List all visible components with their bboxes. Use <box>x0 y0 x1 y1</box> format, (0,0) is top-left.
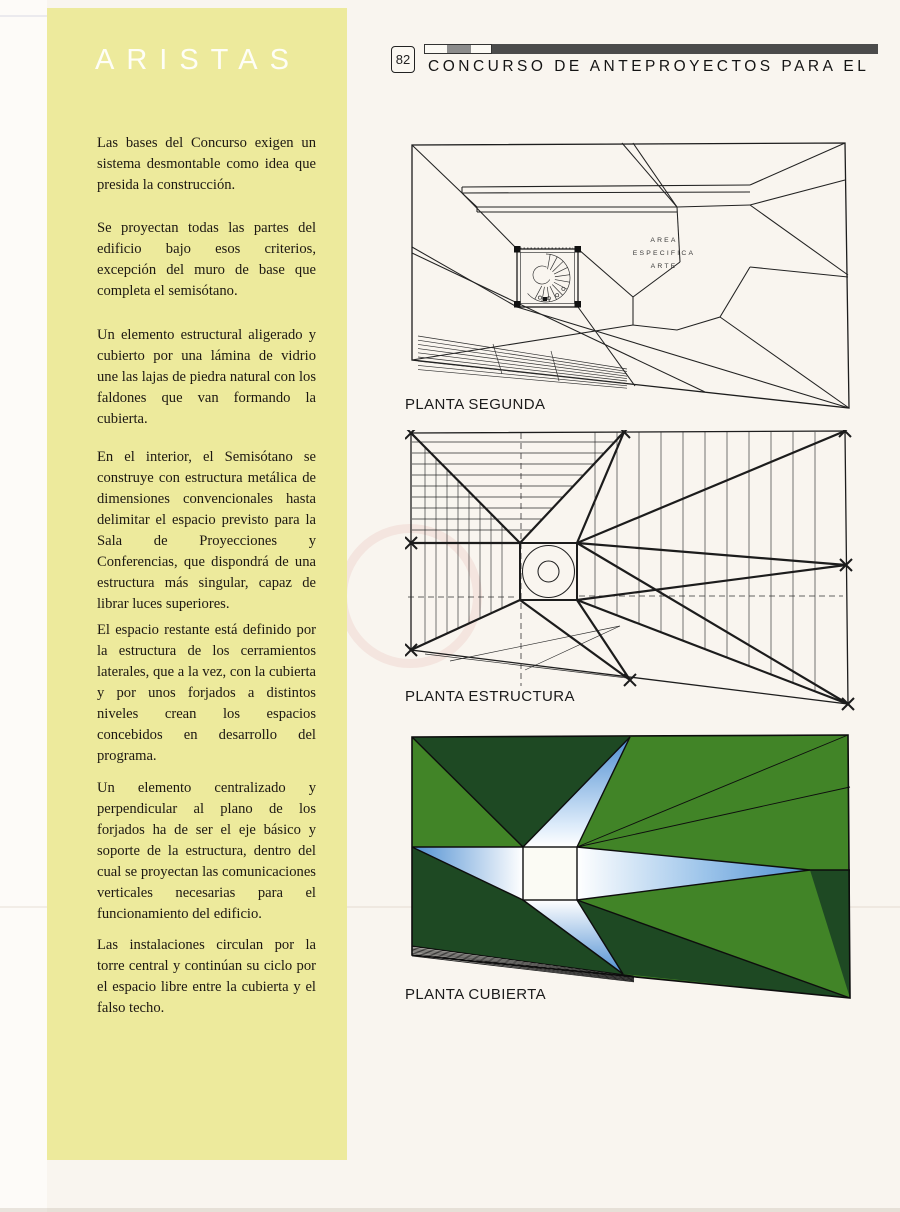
central-core <box>520 543 577 600</box>
masthead-title: ARISTAS <box>95 44 301 76</box>
article-paragraph: Un elemento estructural aligerado y cubierto por una lámina de vidrio une las lajas de piedra natural con los faldones que van formando la cubierta. <box>97 327 316 427</box>
page-left-margin <box>0 0 47 1212</box>
page-number: 82 <box>395 52 411 67</box>
structure-rib-lines <box>412 432 815 691</box>
planta-cubierta-drawing <box>405 730 880 1010</box>
plan-interior-walls <box>412 143 849 408</box>
planta-estructura-caption: PLANTA ESTRUCTURA <box>405 688 575 705</box>
floor-hatch-grid <box>418 336 627 388</box>
svg-text:ESPECIFICA: ESPECIFICA <box>632 250 696 257</box>
stair-tower <box>514 246 581 308</box>
page-number-badge <box>391 46 415 73</box>
planta-cubierta-caption: PLANTA CUBIERTA <box>405 986 547 1003</box>
svg-text:AREA: AREA <box>650 237 678 244</box>
bar-intro-segments <box>424 44 492 54</box>
article-paragraph: Las instalaciones circulan por la torre central y continúan su ciclo por el espacio libre entre la cubierta y el falso techo. <box>97 937 316 1016</box>
planta-segunda-drawing <box>405 138 875 418</box>
planta-segunda-caption: PLANTA SEGUNDA <box>405 396 546 413</box>
bar-segment-dark <box>492 44 878 54</box>
bar-segment-white-2 <box>471 45 491 53</box>
article-paragraph: Se proyectan todas las partes del edificio bajo esos criterios, excepción del muro de base que completa el semisótano. <box>97 220 316 299</box>
structure-outer-boundary <box>411 431 848 704</box>
article-paragraph: El espacio restante está definido por la estructura de los cerramientos laterales, que a la vez, con la cubierta y por unos forjados a distintos niveles crean los espacios concebidos en desarrollo del programa. <box>97 622 316 764</box>
bar-segment-white <box>425 45 447 53</box>
structure-floor-lines <box>425 626 627 678</box>
article-paragraph: Un elemento centralizado y perpendicular al plano de los forjados ha de ser el eje básico y soporte de la estructura, dentro del cual se proyectan las comunicaciones verticales necesarias para el funcionamiento del edificio. <box>97 780 316 922</box>
article-paragraph: Las bases del Concurso exigen un sistema desmontable como idea que presida la construcción. <box>97 135 316 193</box>
article-paragraph: En el interior, el Semisótano se construye con estructura metálica de dimensiones convencionales hasta delimitar el espacio previsto para la Sala de Proyecciones y Conferencias, que dispondrá de una estructura más singular, capaz de librar luces superiores. <box>97 449 316 612</box>
header-title: CONCURSO DE ANTEPROYECTOS PARA EL <box>428 58 870 75</box>
central-tower-roof <box>523 847 577 900</box>
page-bottom-edge <box>0 1208 900 1212</box>
spiral-stair-core <box>533 266 550 284</box>
plan-outer-boundary <box>412 143 849 408</box>
registration-line <box>0 15 47 17</box>
spiral-stair-treads <box>535 254 570 301</box>
bar-segment-gray <box>447 45 471 53</box>
planta-estructura-drawing <box>405 430 880 711</box>
area-especifica-label <box>633 237 695 270</box>
svg-text:ARTE: ARTE <box>650 263 678 270</box>
structure-beams <box>411 431 848 704</box>
